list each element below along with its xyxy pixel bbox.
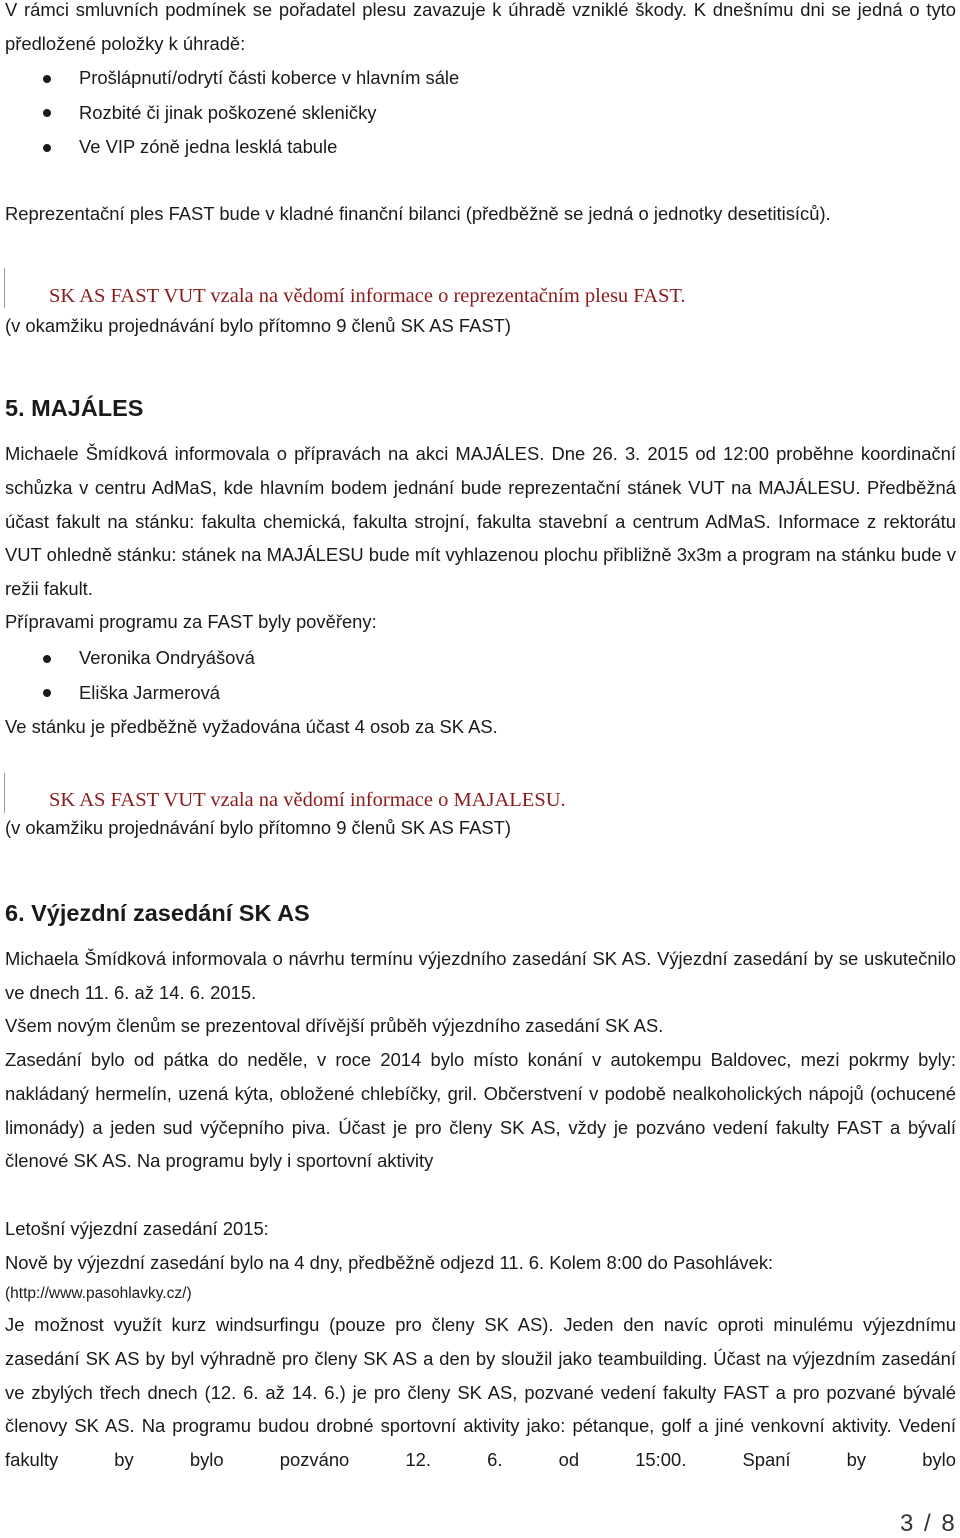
- resolution-majales: SK AS FAST VUT vzala na vědomí informace o MAJALESU.: [49, 789, 566, 811]
- bullet-icon: [43, 655, 51, 663]
- session-description-paragraph: Zasedání bylo od pátka do neděle, v roce 2014 bylo místo konání v autokempu Baldovec, mezi pokrmy byly: nakládaný hermelín, uzená kýta, obložené chlebíčky, gril. Občerstvení v podobě nealkoholických nápojů (ochucené limonády) a jeden sud výčepního piva. Účast je pro členy SK AS, vždy je pozváno vedení fakulty FAST a bývalí členové SK AS. Na programu byly i sportovní aktivity: [5, 1049, 956, 1172]
- damage-items-list: [0, 61, 940, 165]
- bullet-icon: [43, 689, 51, 697]
- attendance-note: (v okamžiku projednávání bylo přítomno 9 členů SK AS FAST): [5, 315, 511, 336]
- session-history-paragraph: Všem novým členům se prezentoval dřívější průběh výjezdního zasedání SK AS.: [5, 1015, 664, 1036]
- program-organizers-list: [0, 641, 940, 710]
- page-number: 3 / 8: [900, 1510, 957, 1537]
- list-item: [0, 641, 940, 676]
- resolution-marker: [4, 773, 5, 813]
- list-item-text: Prošlápnutí/odrytí části koberce v hlavním sále: [79, 67, 460, 88]
- list-item: [0, 96, 940, 131]
- intro-paragraph: V rámci smluvních podmínek se pořadatel plesu zavazuje k úhradě vzniklé škody. K dnešnímu dni se jedná o tyto předložené položky k úhradě:: [5, 0, 956, 54]
- majales-program-paragraph: Přípravami programu za FAST byly pověřeny:: [5, 611, 377, 632]
- list-item-text: Rozbité či jinak poškozené skleničky: [79, 101, 377, 123]
- list-item-text: Eliška Jarmerová: [79, 681, 221, 703]
- majales-paragraph: Michaele Šmídková informovala o přípravách na akci MAJÁLES. Dne 26. 3. 2015 od 12:00 proběhne koordinační schůzka v centru AdMaS, kde hlavním bodem jednání bude reprezentační stánek VUT na MAJÁLESU. Předběžná účast fakult na stánku: fakulta chemická, fakulta strojní, fakulta stavební a centrum AdMaS. Informace z rektorátu VUT ohledně stánku: stánek na MAJÁLESU bude mít vyhlazenou plochu přibližně 3x3m a program na stánku bude v režii fakult.: [5, 443, 956, 600]
- resolution-ball: SK AS FAST VUT vzala na vědomí informace o reprezentačním plesu FAST.: [49, 285, 686, 307]
- session-2015-title: Letošní výjezdní zasedání 2015:: [5, 1218, 269, 1239]
- section-heading-majales: 5. MAJÁLES: [5, 395, 144, 421]
- bullet-icon: [43, 75, 51, 83]
- session-2015-details-paragraph: Je možnost využít kurz windsurfingu (pouze pro členy SK AS). Jeden den navíc oproti minulému výjezdnímu zasedání SK AS by byl výhradně pro členy SK AS a den by sloužil jako teambuilding. Účast na výjezdním zasedání ve zbylých třech dnech (12. 6. až 14. 6.) je pro členy SK AS, pozvané vedení fakulty FAST a pro pozvané bývalé členovy SK AS. Na programu budou drobné sportovní aktivity jako: pétanque, golf a jiné venkovní aktivity. Vedení fakulty by bylo pozváno 12. 6. od 15:00. Spaní by bylo: [5, 1314, 956, 1471]
- list-item-text: Veronika Ondryášová: [79, 647, 255, 668]
- resolution-marker: [4, 268, 5, 308]
- bullet-icon: [43, 144, 51, 152]
- session-2015-paragraph: Nově by výjezdní zasedání bylo na 4 dny, předběžně odjezd 11. 6. Kolem 8:00 do Pasohlávek:: [5, 1252, 774, 1273]
- list-item: [0, 130, 940, 165]
- pasohlavky-link[interactable]: (http://www.pasohlavky.cz/): [5, 1285, 192, 1302]
- stand-attendance-paragraph: Ve stánku je předběžně vyžadována účast 4 osob za SK AS.: [5, 716, 498, 737]
- attendance-note: (v okamžiku projednávání bylo přítomno 9 členů SK AS FAST): [5, 817, 511, 838]
- list-item: [0, 676, 940, 711]
- list-item-text: Ve VIP zóně jedna lesklá tabule: [79, 136, 338, 157]
- ball-balance-paragraph: Reprezentační ples FAST bude v kladné finanční bilanci (předběžně se jedná o jednotky desetitisíců).: [5, 203, 831, 224]
- list-item: [0, 61, 940, 96]
- section-heading-vyjezdni-zasedani: 6. Výjezdní zasedání SK AS: [5, 900, 310, 926]
- session-proposal-paragraph: Michaela Šmídková informovala o návrhu termínu výjezdního zasedání SK AS. Výjezdní zasedání by se uskutečnilo ve dnech 11. 6. až 14. 6. 2015.: [5, 948, 956, 1003]
- bullet-icon: [43, 109, 51, 117]
